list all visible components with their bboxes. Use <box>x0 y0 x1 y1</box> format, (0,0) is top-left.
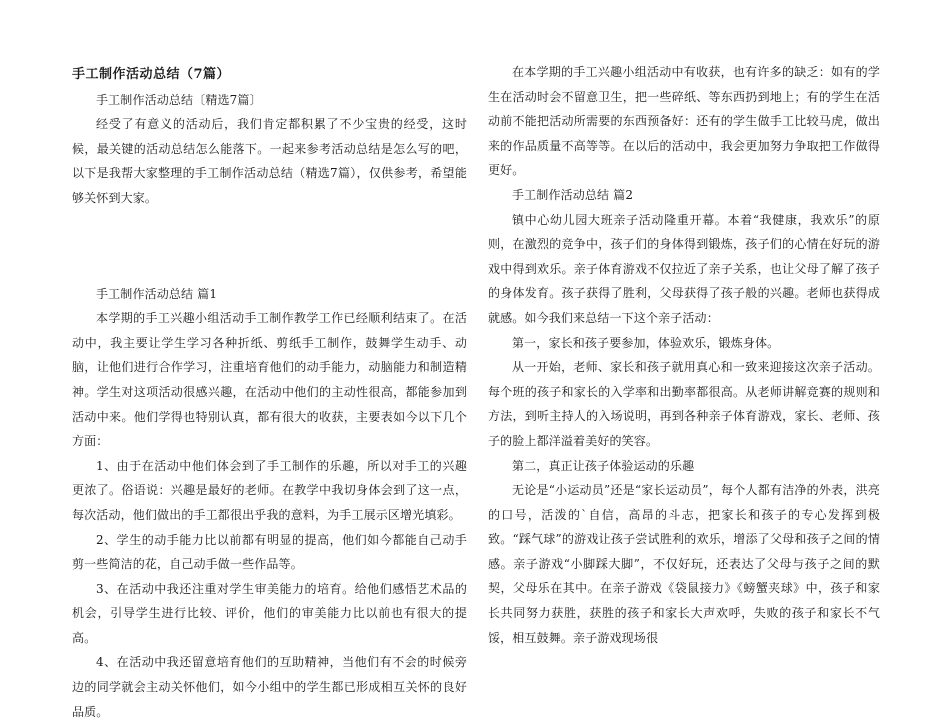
body-paragraph: 镇中心幼儿园大班亲子活动隆重开幕。本着“我健康，我欢乐”的原则，在激烈的竞争中，孩子们的身体得到锻炼，孩子们的心情在好玩的游戏中得到欢乐。亲子体育游戏不仅拉近了亲子关系，也让父母了解了孩子的身体发育。孩子获得了胜利，父母获得了孩子般的兴趣。老师也获得成就感。如今我们来总结一下这个亲子活动： <box>488 212 880 325</box>
section-heading-2: 手工制作活动总结 篇2 <box>512 187 634 202</box>
right-column <box>488 60 880 650</box>
body-paragraph: 4、在活动中我还留意培育他们的互助精神，当他们有不会的时候旁边的同学就会主动关怀他们，如今小组中的学生都已形成相互关怀的良好品质。 <box>72 655 467 719</box>
body-paragraph: 2、学生的动手能力比以前都有明显的提高，他们如今都能自己动手剪一些简洁的花，自己动手做一些作品等。 <box>72 532 467 572</box>
body-paragraph: 无论是“小运动员”还是“家长运动员”，每个人都有洁净的外表，洪亮的口号，活泼的`自信，高昂的斗志，把家长和孩子的专心发挥到极致。“踩气球”的游戏让孩子尝试胜利的欢乐，增添了父母和孩子之间的情感。亲子游戏“小脚踩大脚”，不仅好玩，还表达了父母与孩子之间的默契，父母乐在其中。在亲子游戏《袋鼠接力》《螃蟹夹球》中，孩子和家长共同努力获胜，获胜的孩子和家长大声欢呼，失败的孩子和家长不气馁，相互鼓舞。亲子游戏现场很 <box>488 483 880 645</box>
left-column <box>72 60 467 724</box>
body-paragraph: 在本学期的手工兴趣小组活动中有收获，也有许多的缺乏：如有的学生在活动时会不留意卫生，把一些碎纸、等东西扔到地上；有的学生在活动前不能把活动所需要的东西预备好：还有的学生做手工比较马虎，做出来的作品质量不高等等。在以后的活动中，我会更加努力争取把工作做得更好。 <box>488 65 880 178</box>
body-paragraph: 从一开始，老师、家长和孩子就用真心和一致来迎接这次亲子活动。每个班的孩子和家长的入学率和出勤率都很高。从老师讲解竞赛的规则和方法，到听主持人的入场说明，再到各种亲子体育游戏，家长、老师、孩子的脸上都洋溢着美好的笑容。 <box>488 360 880 448</box>
body-paragraph: 第一，家长和孩子要参加，体验欢乐，锻炼身体。 <box>512 335 780 350</box>
section-heading-1: 手工制作活动总结 篇1 <box>96 286 218 301</box>
body-paragraph: 本学期的手工兴趣小组活动手工制作教学工作已经顺利结束了。在活动中，我主要让学生学习各种折纸、剪纸手工制作，鼓舞学生动手、动脑，让他们进行合作学习，注重培育他们的动手能力，动脑能力和制造精神。学生对这项活动很感兴趣，在活动中他们的主动性很高，都能参加到活动中来。他们学得也特别认真，都有很大的收获，主要表如今以下几个方面： <box>72 311 467 449</box>
body-paragraph: 1、由于在活动中他们体会到了手工制作的乐趣，所以对手工的兴趣更浓了。俗语说：兴趣是最好的老师。在教学中我切身体会到了这一点，每次活动，他们做出的手工都很出乎我的意料，为手工展示区增光填彩。 <box>72 458 467 522</box>
document-title: 手工制作活动总结（7篇） <box>72 67 231 82</box>
body-paragraph: 3、在活动中我还注重对学生审美能力的培育。给他们感悟艺术品的机会，引导学生进行比较、评价，他们的审美能力比以前也有很大的提高。 <box>72 581 467 645</box>
intro-paragraph: 经受了有意义的活动后，我们肯定都积累了不少宝贵的经受，这时候，最关键的活动总结怎么能落下。一起来参考活动总结是怎么写的吧，以下是我帮大家整理的手工制作活动总结（精选7篇），仅供参考，希望能够关怀到大家。 <box>72 117 467 205</box>
body-paragraph: 第二，真正让孩子体验运动的乐趣 <box>512 458 695 473</box>
subtitle: 手工制作活动总结〔精选7篇〕 <box>96 92 262 107</box>
blank-space <box>72 211 467 282</box>
